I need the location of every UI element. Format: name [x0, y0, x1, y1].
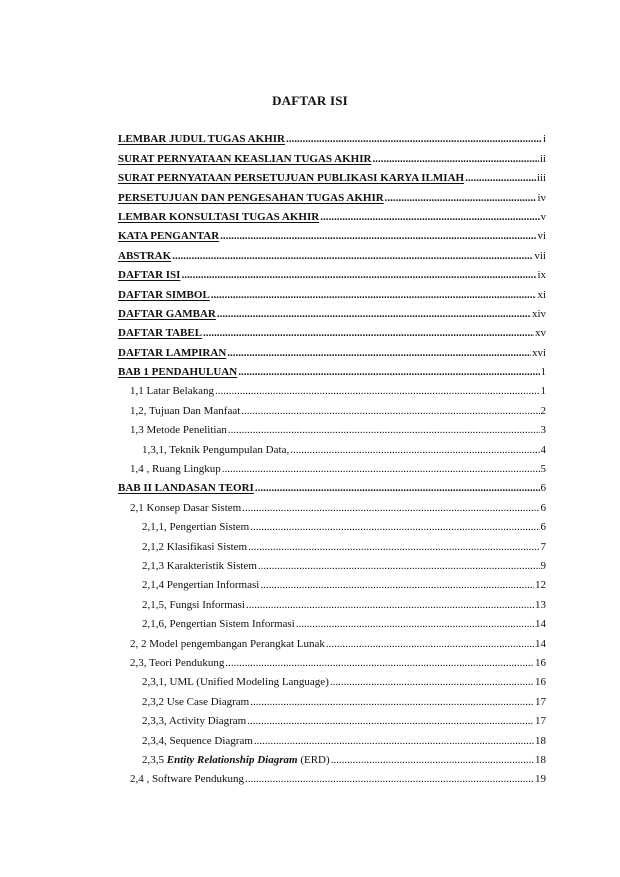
dot-leader	[215, 385, 540, 398]
toc-page-number: 16	[535, 656, 546, 669]
toc-entry-text: 2,3,1, UML (Unified Modeling Language)	[142, 676, 329, 689]
toc-entry	[118, 321, 546, 340]
toc-entry	[118, 689, 546, 708]
dot-leader	[290, 444, 539, 457]
toc-entry-text: KATA PENGANTAR	[118, 230, 220, 243]
toc-entry	[118, 360, 546, 379]
toc-page-number: 2	[540, 404, 546, 417]
toc-entry	[118, 728, 546, 747]
toc-entry	[118, 146, 546, 165]
toc-page-number: vii	[534, 249, 546, 262]
table-of-contents	[118, 127, 546, 786]
toc-entry-text: 2,1,2 Klasifikasi Sistem	[142, 540, 248, 553]
dot-leader	[246, 599, 534, 612]
toc-page-number: xvi	[531, 346, 546, 359]
dot-leader	[247, 715, 534, 728]
toc-entry-label	[130, 405, 240, 418]
toc-entry-label	[130, 424, 227, 437]
toc-entry	[118, 748, 546, 767]
toc-page-number: v	[540, 210, 546, 223]
dot-leader	[220, 230, 536, 243]
toc-entry-text: 2,1,1, Pengertian Sistem	[142, 521, 250, 534]
toc-entry-text: ABSTRAK	[118, 249, 172, 262]
toc-entry-label	[142, 735, 253, 748]
toc-entry-label	[118, 230, 219, 243]
toc-entry-text: BAB II LANDASAN TEORI	[118, 482, 254, 495]
toc-entry-text: SURAT PERNYATAAN PERSETUJUAN PUBLIKASI KARYA ILMIAH	[118, 172, 465, 185]
dot-leader	[296, 618, 534, 631]
toc-entry-text: 2,3,3, Activity Diagram	[142, 715, 247, 728]
toc-entry	[118, 670, 546, 689]
toc-entry	[118, 282, 546, 301]
toc-entry-text: 2,4 , Software Pendukung	[130, 773, 244, 786]
dot-leader	[227, 347, 531, 360]
toc-page-number: iv	[537, 191, 546, 204]
dot-leader	[320, 211, 539, 224]
dot-leader	[255, 482, 540, 495]
toc-entry	[118, 554, 546, 573]
dot-leader	[238, 366, 539, 379]
dot-leader	[326, 638, 534, 651]
toc-entry-label	[118, 153, 371, 166]
toc-entry	[118, 205, 546, 224]
toc-entry-text: 2,3, Teori Pendukung	[130, 656, 225, 669]
toc-entry-label	[118, 289, 210, 302]
toc-page-number: 14	[535, 637, 546, 650]
toc-entry-text: BAB 1 PENDAHULUAN	[118, 366, 238, 379]
toc-page-number: 4	[540, 443, 546, 456]
toc-entry-text: DAFTAR TABEL	[118, 327, 203, 340]
toc-entry	[118, 224, 546, 243]
dot-leader	[211, 289, 537, 302]
toc-entry-label	[142, 715, 246, 728]
dot-leader	[465, 172, 536, 185]
dot-leader	[172, 250, 533, 263]
toc-entry-text: 2,1 Konsep Dasar Sistem	[130, 501, 242, 514]
toc-page-number: 18	[535, 753, 546, 766]
dot-leader	[242, 502, 539, 515]
toc-entry	[118, 631, 546, 650]
toc-entry-label	[130, 657, 224, 670]
dot-leader	[181, 269, 536, 282]
toc-entry-text: 2,3,2 Use Case Diagram	[142, 695, 250, 708]
dot-leader	[225, 657, 534, 670]
toc-page-number: 6	[540, 501, 546, 514]
toc-page-number: 1	[540, 366, 546, 379]
toc-entry-label	[142, 541, 247, 554]
toc-page-number: 3	[540, 424, 546, 437]
toc-entry-label	[118, 133, 285, 146]
toc-entry-label	[142, 676, 329, 689]
dot-leader	[241, 405, 539, 418]
dot-leader	[331, 754, 534, 767]
dot-leader	[254, 735, 534, 748]
toc-entry-label	[142, 444, 289, 457]
toc-entry-text: LEMBAR JUDUL TUGAS AKHIR	[118, 133, 285, 146]
toc-entry	[118, 534, 546, 553]
toc-entry-label	[118, 482, 254, 495]
toc-page-number: xv	[535, 327, 546, 340]
toc-entry	[118, 243, 546, 262]
toc-entry-emphasis: Entity Relationship Diagram	[166, 753, 298, 766]
toc-page-number: 5	[540, 463, 546, 476]
toc-page-number: 9	[540, 559, 546, 572]
dot-leader	[286, 133, 542, 146]
toc-entry-label	[130, 463, 221, 476]
toc-entry	[118, 127, 546, 146]
toc-page-number: 17	[535, 715, 546, 728]
toc-entry-text: 1,3,1, Teknik Pengumpulan Data,	[142, 443, 290, 456]
toc-page-number: i	[542, 133, 546, 146]
toc-entry-label	[118, 250, 171, 263]
toc-entry-tail: (ERD)	[297, 753, 330, 766]
toc-entry	[118, 495, 546, 514]
dot-leader	[250, 696, 534, 709]
toc-entry-label	[142, 696, 249, 709]
toc-entry	[118, 457, 546, 476]
toc-page-number: 13	[535, 598, 546, 611]
toc-entry-text: 1,2, Tujuan Dan Manfaat	[130, 404, 241, 417]
toc-entry-label	[142, 618, 295, 631]
toc-entry-label	[142, 599, 245, 612]
toc-entry-label	[142, 521, 249, 534]
dot-leader	[248, 541, 539, 554]
toc-entry-text: LEMBAR KONSULTASI TUGAS AKHIR	[118, 210, 320, 223]
dot-leader	[330, 676, 534, 689]
toc-entry-label	[142, 560, 257, 573]
toc-page-number: 6	[540, 521, 546, 534]
toc-page-number: 14	[535, 618, 546, 631]
toc-entry-label	[142, 579, 259, 592]
toc-entry	[118, 437, 546, 456]
dot-leader	[222, 463, 540, 476]
toc-entry	[118, 515, 546, 534]
toc-page-number: xi	[537, 288, 546, 301]
toc-entry-text: 1,4 , Ruang Lingkup	[130, 463, 221, 476]
dot-leader	[245, 773, 534, 786]
toc-entry	[118, 709, 546, 728]
toc-page-number: 12	[535, 579, 546, 592]
toc-entry-label	[130, 502, 241, 515]
toc-entry-text: 2,1,5, Fungsi Informasi	[142, 598, 245, 611]
dot-leader	[203, 327, 534, 340]
dot-leader	[258, 560, 540, 573]
toc-page-number: 16	[535, 676, 546, 689]
toc-entry	[118, 573, 546, 592]
toc-entry	[118, 476, 546, 495]
dot-leader	[217, 308, 531, 321]
toc-entry	[118, 592, 546, 611]
toc-entry-label	[130, 638, 325, 651]
toc-entry-label	[118, 347, 226, 360]
page-title: DAFTAR ISI	[272, 93, 348, 108]
toc-entry-text: DAFTAR GAMBAR	[118, 307, 216, 320]
toc-page-number: 6	[540, 482, 546, 495]
toc-entry-text: SURAT PERNYATAAN KEASLIAN TUGAS AKHIR	[118, 152, 372, 165]
toc-page-number: 19	[535, 773, 546, 786]
toc-page-number: 18	[535, 734, 546, 747]
toc-entry-label	[142, 754, 330, 767]
toc-entry-text: 2,1,4 Pengertian Informasi	[142, 579, 260, 592]
toc-entry-text: 2,3,4, Sequence Diagram	[142, 734, 253, 747]
toc-entry	[118, 398, 546, 417]
toc-entry-text: DAFTAR ISI	[118, 269, 181, 282]
dot-leader	[228, 424, 540, 437]
toc-entry-label	[118, 308, 216, 321]
toc-entry-label	[130, 773, 244, 786]
toc-entry	[118, 418, 546, 437]
toc-entry	[118, 612, 546, 631]
toc-entry	[118, 185, 546, 204]
toc-page-number: 17	[535, 695, 546, 708]
toc-page-number: xiv	[531, 307, 546, 320]
dot-leader	[372, 153, 538, 166]
toc-entry-text: 2,1,6, Pengertian Sistem Informasi	[142, 618, 295, 631]
toc-entry	[118, 302, 546, 321]
toc-entry	[118, 166, 546, 185]
dot-leader	[250, 521, 539, 534]
toc-entry	[118, 263, 546, 282]
toc-entry-label	[130, 385, 214, 398]
toc-entry	[118, 767, 546, 786]
toc-page-number: ii	[539, 152, 546, 165]
dot-leader	[385, 192, 537, 205]
toc-page-number: ix	[537, 269, 546, 282]
toc-page-number: 7	[540, 540, 546, 553]
toc-entry-label	[118, 211, 319, 224]
toc-entry-label	[118, 192, 384, 205]
toc-page-number: iii	[536, 172, 546, 185]
toc-entry-label	[118, 366, 237, 379]
dot-leader	[260, 579, 534, 592]
toc-entry	[118, 651, 546, 670]
toc-page-number: vi	[537, 230, 546, 243]
toc-entry-text: 1,1 Latar Belakang	[130, 385, 214, 398]
toc-entry-text: DAFTAR LAMPIRAN	[118, 346, 227, 359]
toc-entry-text: 2,3,5	[142, 753, 167, 766]
toc-entry-label	[118, 269, 180, 282]
toc-entry-text: 1,3 Metode Penelitian	[130, 424, 227, 437]
toc-entry-text: 2,1,3 Karakteristik Sistem	[142, 559, 257, 572]
toc-entry	[118, 379, 546, 398]
toc-page-number: 1	[540, 385, 546, 398]
toc-entry-label	[118, 172, 464, 185]
toc-entry-label	[118, 327, 202, 340]
toc-entry-text: 2, 2 Model pengembangan Perangkat Lunak	[130, 637, 325, 650]
toc-entry-text: DAFTAR SIMBOL	[118, 288, 210, 301]
toc-entry	[118, 340, 546, 359]
toc-entry-text: PERSETUJUAN DAN PENGESAHAN TUGAS AKHIR	[118, 191, 384, 204]
